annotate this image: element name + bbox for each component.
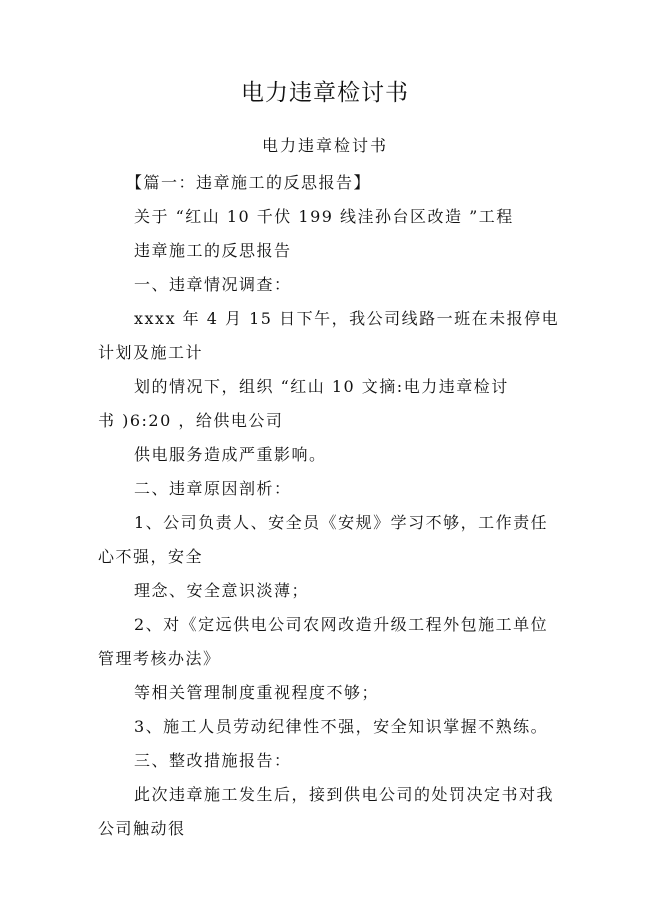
body-line: 划的情况下，组织 “红山 10 文摘:电力违章检讨: [134, 377, 509, 396]
body-line: 此次违章施工发生后，接到供电公司的处罚决定书对我: [134, 785, 555, 804]
body-line: 理念、安全意识淡薄；: [134, 581, 310, 600]
body-line: 公司触动很: [98, 819, 186, 838]
body-line: 一、违章情况调查：: [134, 275, 292, 294]
body-line: 违章施工的反思报告: [134, 241, 292, 260]
body-line: 管理考核办法》: [98, 649, 221, 668]
document-subtitle: 电力违章检讨书: [261, 136, 388, 155]
body-line: 2、对《定远供电公司农网改造升级工程外包施工单位: [134, 615, 549, 634]
body-line: 书 )6:20 ，给供电公司: [98, 411, 284, 430]
section-heading: 【篇一：违章施工的反思报告】: [126, 173, 372, 192]
body-line: 等相关管理制度重视程度不够；: [134, 683, 380, 702]
body-line: 1、公司负责人、安全员《安规》学习不够，工作责任: [134, 513, 549, 532]
body-line: 3、施工人员劳动纪律性不强，安全知识掌握不熟练。: [134, 717, 549, 736]
body-line: 心不强，安全: [98, 547, 204, 566]
body-line: xxxx 年 4 月 15 日下午，我公司线路一班在未报停电: [134, 309, 560, 328]
body-line: 供电服务造成严重影响。: [134, 445, 327, 464]
body-line: 二、违章原因剖析：: [134, 479, 292, 498]
document-title: 电力违章检讨书: [241, 80, 409, 106]
body-line: 关于 “红山 10 千伏 199 线洼孙台区改造 ”工程: [134, 207, 514, 226]
body-line: 计划及施工计: [98, 343, 204, 362]
body-line: 三、整改措施报告：: [134, 751, 292, 770]
